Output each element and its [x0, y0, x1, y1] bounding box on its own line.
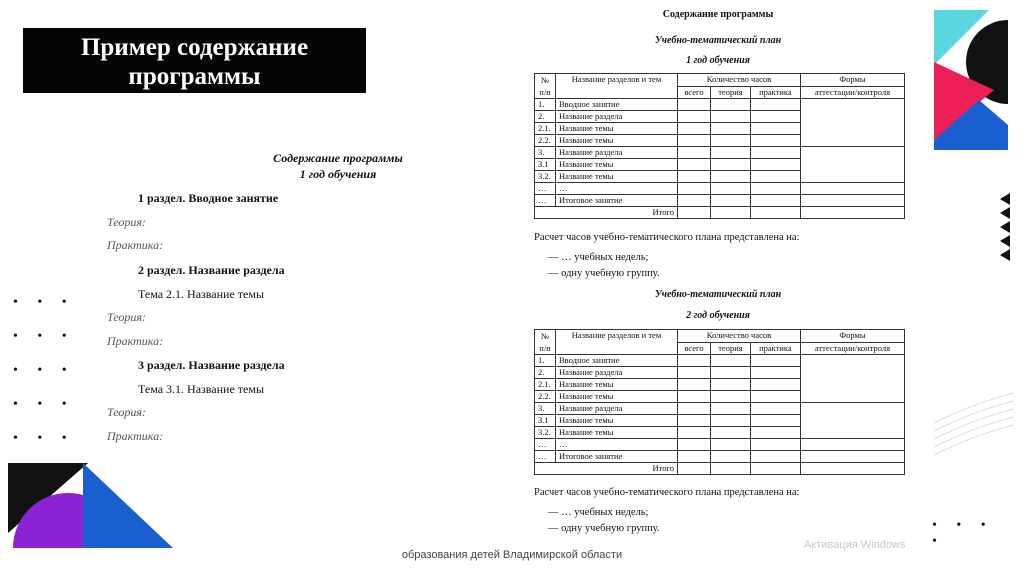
col-forms: Формы	[800, 74, 904, 87]
left-section-1: 1 раздел. Вводное занятие	[138, 191, 279, 205]
decor-bottom-left	[8, 463, 178, 548]
group-text-1: — одну учебную группу.	[548, 268, 660, 279]
plan-title-1: Учебно-тематический план	[654, 35, 782, 46]
plan-year-1: 1 год обучения	[686, 55, 750, 66]
decor-dots: • • • • • • • • • • • • • • •	[13, 295, 75, 446]
table-row: 3.1 Название темы	[535, 415, 905, 427]
slide	[8, 8, 1016, 548]
left-practice-2: Практика:	[107, 334, 164, 348]
table-row: … …	[535, 183, 905, 195]
table-row: 1. Вводное занятие	[535, 355, 905, 367]
decor-top-right	[934, 10, 1008, 150]
left-topic-2-1: Тема 2.1. Название темы	[138, 287, 264, 301]
plan-year-2: 2 год обучения	[686, 310, 750, 321]
col-name: Название разделов и тем	[556, 74, 678, 99]
table-total-row: Итого	[535, 463, 905, 475]
decor-dots-right: • • • •	[932, 518, 994, 549]
table-row: 2.1. Название темы	[535, 379, 905, 391]
footer-text: образования детей Владимирской области	[401, 549, 623, 561]
table-row: 2.2. Название темы	[535, 391, 905, 403]
left-section-3: 3 раздел. Название раздела	[138, 358, 285, 372]
plan-table-1	[534, 73, 905, 219]
col-num: № п/п	[535, 74, 556, 99]
table-row: 3.1 Название темы	[535, 159, 905, 171]
weeks-text-1: — … учебных недель;	[548, 252, 649, 263]
table-row: 3. Название раздела	[535, 147, 905, 159]
slide-title: Пример содержание программы	[23, 28, 366, 93]
left-heading: Содержание программы	[273, 151, 403, 165]
left-section-2: 2 раздел. Название раздела	[138, 263, 285, 277]
left-theory-2: Теория:	[107, 310, 146, 324]
table-row: 1. Вводное занятие	[535, 99, 905, 111]
left-practice-1: Практика:	[107, 238, 164, 252]
col-total: всего	[677, 86, 710, 99]
decor-waves	[934, 393, 1014, 463]
table-row: … Итоговое занятие	[535, 195, 905, 207]
weeks-text-2: — … учебных недель;	[548, 507, 649, 518]
table-row: 2. Название раздела	[535, 367, 905, 379]
windows-activation-watermark: Активация Windows	[804, 539, 906, 551]
table-row: 2.2. Название темы	[535, 135, 905, 147]
col-forms-2: аттестации/контроля	[800, 86, 904, 99]
left-practice-3: Практика:	[107, 429, 164, 443]
col-theory: теория	[711, 86, 751, 99]
col-hours: Количество часов	[677, 74, 800, 87]
calc-text-1: Расчет часов учебно-тематического плана представлена на:	[534, 232, 800, 243]
table-row: 3.2. Название темы	[535, 427, 905, 439]
table-row: … …	[535, 439, 905, 451]
table-row: … Итоговое занятие	[535, 451, 905, 463]
table-row: 2. Название раздела	[535, 111, 905, 123]
table-row: 3. Название раздела	[535, 403, 905, 415]
decor-triangles	[998, 193, 1012, 268]
col-practice: практика	[750, 86, 800, 99]
table-row: 2.1. Название темы	[535, 123, 905, 135]
plan-title-2: Учебно-тематический план	[654, 289, 782, 300]
plan-table-2: № п/п Название разделов и тем Количество часов Формы всего теория практика аттестации/контроля 1. Вводное занятие 2. Название раздела 2.1. Название темы 2.2. Название темы 3. Название раздела 3.1 Название темы 3.2. Название темы … … … Итоговое занятие Итого	[534, 329, 905, 475]
table-row: 3.2. Название темы	[535, 171, 905, 183]
table-total-row: Итого	[535, 207, 905, 219]
left-theory-3: Теория:	[107, 405, 146, 419]
left-year: 1 год обучения	[299, 167, 377, 181]
right-heading: Содержание программы	[662, 9, 774, 20]
group-text-2: — одну учебную группу.	[548, 523, 660, 534]
calc-text-2: Расчет часов учебно-тематического плана представлена на:	[534, 487, 800, 498]
left-topic-3-1: Тема 3.1. Название темы	[138, 382, 264, 396]
left-theory-1: Теория:	[107, 215, 146, 229]
